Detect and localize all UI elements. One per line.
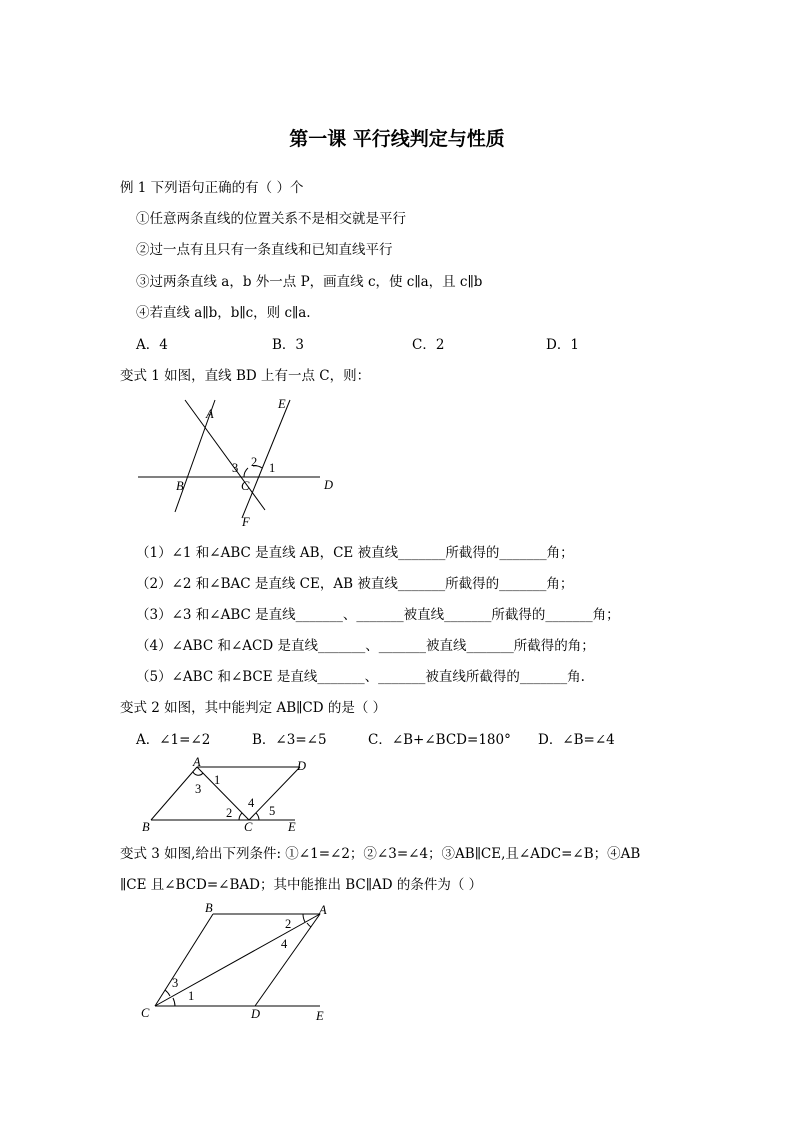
variant-2-option-a: A．∠1=∠2 — [136, 732, 211, 748]
angle-2-label: 2 — [251, 455, 258, 469]
angle-2-arc — [239, 813, 242, 820]
point-b-label: B — [142, 820, 150, 834]
example-1-option-a: A．4 — [136, 337, 168, 353]
point-e-label: E — [278, 397, 286, 411]
angle-4-label: 4 — [281, 937, 288, 951]
angle-3-label: 3 — [232, 461, 239, 475]
variant-2-option-c: C．∠B+∠BCD=180° — [368, 732, 511, 748]
line-bc — [155, 914, 213, 1006]
angle-3-arc — [244, 468, 248, 477]
angle-3-label: 3 — [195, 782, 202, 796]
point-d-label: D — [251, 1007, 261, 1021]
angle-4-arc — [307, 923, 311, 927]
line-ab — [151, 767, 197, 820]
example-1-option-c: C．2 — [412, 337, 445, 353]
variant-1-question-2: （2）∠2 和∠BAC 是直线 CE，AB 被直线_______所截得的_______角； — [136, 576, 574, 592]
example-1-statement-1: ①任意两条直线的位置关系不是相交就是平行 — [136, 211, 406, 227]
angle-4-label: 4 — [248, 796, 255, 810]
angle-2-label: 2 — [285, 917, 292, 931]
variant-2-figure — [135, 756, 315, 838]
angle-5-arc — [256, 813, 259, 820]
line-ce — [242, 400, 290, 518]
angle-1-label: 1 — [269, 461, 276, 475]
variant-3-figure — [135, 900, 340, 1025]
point-f-label: F — [242, 515, 250, 529]
angle-3-label: 3 — [172, 976, 179, 990]
point-b-label: B — [176, 479, 184, 493]
point-c-label: C — [244, 820, 253, 834]
point-e-label: E — [288, 820, 296, 834]
variant-1-question-4: （4）∠ABC 和∠ACD 是直线_______、_______被直线_______所截得的角； — [136, 638, 595, 654]
example-1-statement-2: ②过一点有且只有一条直线和已知直线平行 — [136, 242, 393, 258]
point-c-label: C — [241, 479, 250, 493]
variant-1-figure — [130, 392, 345, 532]
point-e-label: E — [316, 1009, 324, 1023]
angle-3-arc — [165, 990, 170, 996]
variant-3-heading: 变式 3 如图,给出下列条件: ①∠1=∠2；②∠3=∠4；③AB∥CE,且∠ADC=∠B；④AB — [120, 846, 641, 862]
variant-1-question-3: （3）∠3 和∠ABC 是直线_______、_______被直线_______所截得的_______角； — [136, 607, 620, 623]
variant-1-question-5: （5）∠ABC 和∠BCE 是直线_______、_______被直线所截得的_______角. — [136, 669, 585, 685]
angle-1-label: 1 — [214, 773, 221, 787]
angle-a-arc — [193, 772, 203, 775]
example-1-statement-4: ④若直线 a∥b，b∥c，则 c∥a. — [136, 305, 311, 321]
point-a-label: A — [193, 756, 201, 769]
point-a-label: A — [206, 407, 214, 421]
example-1-option-b: B．3 — [272, 337, 305, 353]
angle-5-label: 5 — [269, 804, 276, 818]
variant-2-option-b: B．∠3=∠5 — [252, 732, 327, 748]
line-ac — [155, 914, 320, 1006]
line-ac — [197, 767, 249, 820]
page-title: 第一课 平行线判定与性质 — [289, 128, 505, 150]
angle-1-label: 1 — [188, 989, 195, 1003]
angle-1-arc — [173, 998, 175, 1006]
point-b-label: B — [205, 901, 213, 915]
example-1-statement-3: ③过两条直线 a，b 外一点 P，画直线 c，使 c∥a，且 c∥b — [136, 274, 483, 290]
variant-2-heading: 变式 2 如图，其中能判定 AB∥CD 的是（ ） — [120, 700, 387, 716]
variant-1-heading: 变式 1 如图，直线 BD 上有一点 C，则： — [120, 368, 371, 384]
point-d-label: D — [297, 759, 307, 773]
point-d-label: D — [324, 478, 334, 492]
angle-2-arc — [303, 914, 305, 922]
variant-3-heading-cont: ∥CE 且∠BCD=∠BAD；其中能推出 BC∥AD 的条件为（ ） — [120, 877, 483, 893]
variant-1-question-1: （1）∠1 和∠ABC 是直线 AB，CE 被直线_______所截得的_______角； — [136, 545, 574, 561]
point-a-label: A — [319, 903, 327, 917]
example-1-heading: 例 1 下列语句正确的有（ ）个 — [120, 180, 304, 196]
variant-2-option-d: D．∠B=∠4 — [538, 732, 615, 748]
example-1-option-d: D．1 — [546, 337, 579, 353]
angle-2-label: 2 — [226, 806, 233, 820]
point-c-label: C — [141, 1006, 150, 1020]
